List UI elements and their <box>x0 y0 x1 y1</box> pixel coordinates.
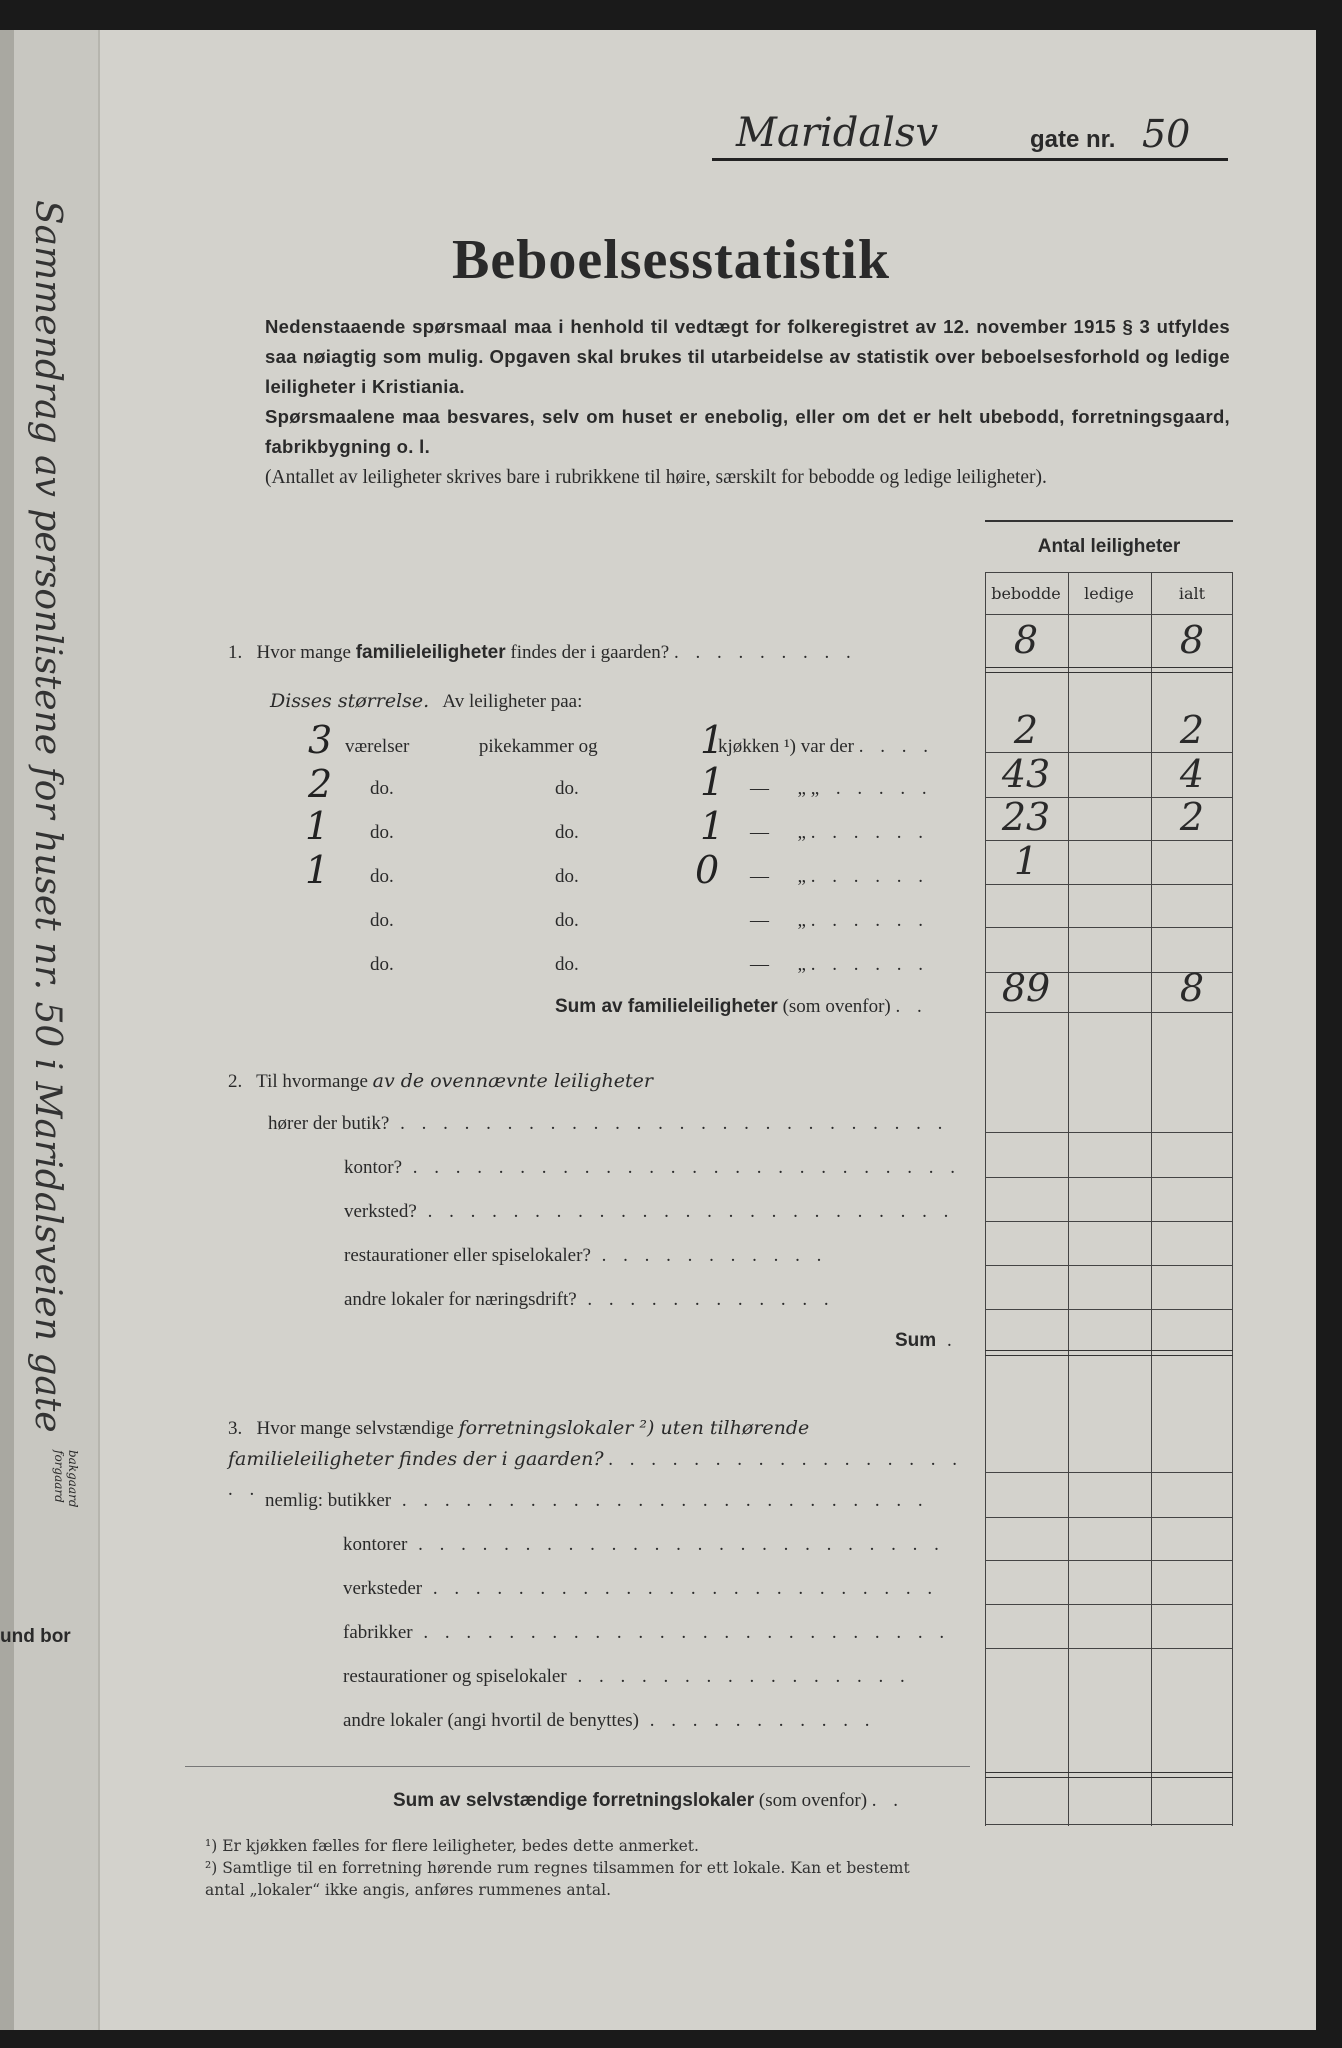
house-number-handwritten: 50 <box>1142 112 1191 156</box>
table-rule <box>985 1560 1233 1561</box>
q2-item: kontor? . . . . . . . . . . . . . . . . . . . . . . . . . . <box>344 1157 962 1178</box>
q1-question: 1. Hvor mange familieleiligheter findes der i gaarden? . . . . . . . . . <box>228 642 857 663</box>
q3-sum-row: Sum av selvstændige forretningslokaler (som ovenfor) . . <box>393 1790 905 1811</box>
col-ialt: ialt <box>1178 584 1206 603</box>
side-forgaard: forgaard <box>52 1450 66 1503</box>
table-vline <box>1068 572 1069 1826</box>
q2-sum: Sum . <box>895 1330 958 1351</box>
side-small-labels <box>52 1450 82 1530</box>
table-rule <box>985 1350 1233 1356</box>
do-label: do. <box>555 822 579 843</box>
side-summary-note <box>28 200 68 1550</box>
q1-sum-label-b: (som ovenfor) <box>782 996 891 1017</box>
do-label: do. <box>370 866 394 887</box>
table-rule <box>985 1648 1233 1649</box>
table-rule <box>985 667 1233 673</box>
col-bebodde: bebodde <box>991 584 1061 603</box>
q1-text-b: familieleiligheter <box>355 642 506 663</box>
dash-dots: — „ . . . . . . <box>750 954 929 975</box>
table-header: Antal leiligheter <box>1037 536 1181 557</box>
q2-question: 2. Til hvormange av de ovennævnte leiligheter <box>228 1070 653 1092</box>
table-rule <box>985 1265 1233 1266</box>
side-bakgaard: bakgaard <box>66 1450 80 1508</box>
table-rule <box>985 1132 1233 1133</box>
dash-dots: — „ . . . . . . <box>750 910 929 931</box>
table-rule <box>985 1824 1233 1825</box>
col-ledige: ledige <box>1084 584 1134 603</box>
q1-ialt-value: 8 <box>1179 618 1205 662</box>
do-label: do. <box>555 866 579 887</box>
dash-dots: — „ „ . . . . . <box>750 778 933 799</box>
table-rule <box>985 1309 1233 1310</box>
page-title: Beboelsesstatistik <box>452 229 890 291</box>
size-row-bebodde: 2 <box>1013 708 1039 752</box>
do-label: do. <box>555 910 579 931</box>
size-heading <box>270 690 582 713</box>
size-row-bebodde: 1 <box>1013 839 1039 883</box>
table-rule <box>985 884 1233 885</box>
size-row-ialt: 4 <box>1179 752 1205 796</box>
q1-text-a: Hvor mange <box>256 642 351 663</box>
do-label: do. <box>555 778 579 799</box>
table-rule <box>985 572 1233 573</box>
table-rule <box>985 1177 1233 1178</box>
section-divider <box>185 1766 970 1767</box>
do-label: do. <box>370 954 394 975</box>
do-label: do. <box>555 954 579 975</box>
size-label: Disses størrelse. <box>270 690 430 712</box>
q2-item: verksted? . . . . . . . . . . . . . . . . . . . . . . . . . <box>344 1201 955 1222</box>
dash-dots: — „ . . . . . . <box>750 822 929 843</box>
table-rule <box>985 927 1233 928</box>
table-rule <box>985 1772 1233 1778</box>
kitchen-value: 1 <box>700 804 725 848</box>
q1-text-c: findes der i gaarden? <box>510 642 670 663</box>
street-name-handwritten: Maridalsv <box>736 110 939 156</box>
binding-edge <box>0 30 14 2030</box>
size-row-label: værelser pikekammer og <box>345 736 598 757</box>
q3-item: verksteder . . . . . . . . . . . . . . . . . . . . . . . . <box>343 1578 939 1599</box>
table-rule <box>985 614 1233 615</box>
size-row-ialt: 2 <box>1179 708 1205 752</box>
table-rule <box>985 1012 1233 1013</box>
street-line <box>712 110 1228 161</box>
q3-item: nemlig: butikker . . . . . . . . . . . . . . . . . . . . . . . . . <box>265 1490 929 1511</box>
q3-question: 3. Hvor mange selvstændige forretningslokaler ²) uten tilhørende familieleiligheter findes der i gaarden? . . . . . . . . . . . . . . . . . . . <box>228 1417 964 1500</box>
intro-paragraph-2: Spørsmaalene maa besvares, selv om huset er enebolig, eller om det er helt ubebodd, forretningsgaard, fabrikbygning o. l. <box>265 406 1230 457</box>
q3-item: restaurationer og spiselokaler . . . . . . . . . . . . . . . . <box>343 1666 911 1687</box>
table-rule <box>985 1472 1233 1473</box>
side-und-bor: und bor <box>0 1626 71 1647</box>
rooms-value: 1 <box>305 848 330 892</box>
rooms-value: 2 <box>308 762 333 806</box>
sum-bebodde-value: 89 <box>1001 966 1051 1010</box>
do-label: do. <box>370 910 394 931</box>
gate-nr-label: gate nr. <box>1030 126 1116 153</box>
q3-item: andre lokaler (angi hvortil de benyttes) . . . . . . . . . . . <box>343 1710 876 1731</box>
table-rule <box>985 1221 1233 1222</box>
q2-item: restaurationer eller spiselokaler? . . . . . . . . . . . <box>344 1245 828 1266</box>
q2-item: hører der butik? . . . . . . . . . . . . . . . . . . . . . . . . . . <box>268 1113 949 1134</box>
footnote-1: ¹) Er kjøkken fælles for flere leiligheter, bedes dette anmerket. <box>205 1837 699 1855</box>
rooms-value: 1 <box>305 804 330 848</box>
sum-ialt-value: 8 <box>1179 966 1205 1010</box>
side-summary-text: Sammendrag av personlistene for huset nr. 50 i Maridalsveien gate <box>27 200 68 1433</box>
q1-sum-row: Sum av familieleiligheter (som ovenfor) . . <box>555 996 928 1017</box>
dash-dots: — „ . . . . . . <box>750 866 929 887</box>
q3-item: kontorer . . . . . . . . . . . . . . . . . . . . . . . . . <box>343 1534 945 1555</box>
size-row-ialt: 2 <box>1179 795 1205 839</box>
q1-bebodde-value: 8 <box>1013 618 1039 662</box>
kitchen-value: 0 <box>695 848 720 892</box>
do-label: do. <box>370 778 394 799</box>
size-row-bebodde: 23 <box>1001 795 1051 839</box>
q1-sum-label: Sum av familieleiligheter <box>555 996 778 1017</box>
do-label: do. <box>370 822 394 843</box>
q3-item: fabrikker . . . . . . . . . . . . . . . . . . . . . . . . . <box>343 1622 951 1643</box>
size-row-bebodde: 43 <box>1001 752 1051 796</box>
count-table <box>985 520 1233 1826</box>
intro-paragraph-3: (Antallet av leiligheter skrives bare i rubrikkene til høire, særskilt for bebodde og ledige leiligheter). <box>265 467 1047 488</box>
size-text: Av leiligheter paa: <box>442 691 583 712</box>
kitchen-value: 1 <box>700 718 725 762</box>
kitchen-label: kjøkken ¹) var der . . . . <box>718 736 935 757</box>
q1-number: 1. <box>228 642 243 663</box>
table-rule <box>985 1517 1233 1518</box>
table-rule <box>985 1604 1233 1605</box>
q2-item: andre lokaler for næringsdrift? . . . . . . . . . . . . <box>344 1289 835 1310</box>
footnote-2: ²) Samtlige til en forretning hørende rum regnes tilsammen for ett lokale. Kan et bestemt antal „lokaler“ ikke angis, anføres rummenes antal. <box>205 1859 910 1899</box>
kitchen-value: 1 <box>700 760 725 804</box>
intro-paragraph-1: Nedenstaaende spørsmaal maa i henhold til vedtægt for folkeregistret av 12. november 1915 § 3 utfyldes saa nøiagtig som mulig. Opgaven skal brukes til utarbeidelse av statistik over beboelsesforhold og ledige leiligheter i Kristiania. <box>265 316 1230 397</box>
rooms-value: 3 <box>308 718 333 762</box>
